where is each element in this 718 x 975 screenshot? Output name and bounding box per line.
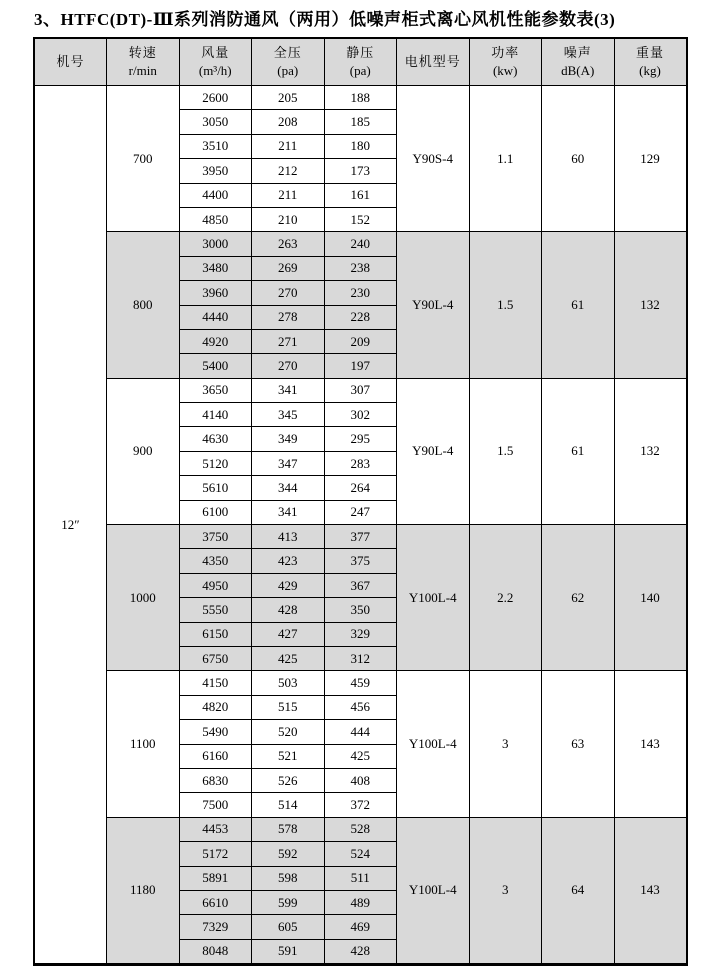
static-pressure-cell: 264: [324, 476, 397, 500]
airflow-cell: 3480: [179, 256, 252, 280]
speed-cell: 800: [107, 232, 180, 378]
static-pressure-cell: 329: [324, 622, 397, 646]
noise-cell: 63: [542, 671, 615, 817]
static-pressure-cell: 377: [324, 525, 397, 549]
speed-cell: 1100: [107, 671, 180, 817]
static-pressure-cell: 372: [324, 793, 397, 817]
total-pressure-cell: 205: [252, 86, 325, 110]
total-pressure-cell: 270: [252, 354, 325, 378]
static-pressure-cell: 240: [324, 232, 397, 256]
header-label: 机号: [56, 54, 85, 70]
static-pressure-cell: 228: [324, 305, 397, 329]
col-header-weight: [614, 38, 687, 86]
static-pressure-cell: 161: [324, 183, 397, 207]
col-header-motor-model: [397, 38, 470, 86]
total-pressure-cell: 211: [252, 134, 325, 158]
static-pressure-cell: 307: [324, 378, 397, 402]
static-pressure-cell: 295: [324, 427, 397, 451]
power-cell: 1.5: [469, 378, 542, 524]
header-unit: (pa): [277, 63, 299, 78]
airflow-cell: 4630: [179, 427, 252, 451]
static-pressure-cell: 511: [324, 866, 397, 890]
total-pressure-cell: 521: [252, 744, 325, 768]
header-label: 静压: [346, 45, 375, 61]
total-pressure-cell: 427: [252, 622, 325, 646]
header-label: 噪声: [563, 45, 592, 61]
total-pressure-cell: 271: [252, 329, 325, 353]
total-pressure-cell: 341: [252, 378, 325, 402]
airflow-cell: 6750: [179, 646, 252, 670]
speed-cell: 700: [107, 86, 180, 232]
col-header-model: [34, 38, 107, 86]
airflow-cell: 5610: [179, 476, 252, 500]
airflow-cell: 5891: [179, 866, 252, 890]
table-row: [34, 817, 687, 841]
total-pressure-cell: 526: [252, 768, 325, 792]
total-pressure-cell: 514: [252, 793, 325, 817]
static-pressure-cell: 209: [324, 329, 397, 353]
total-pressure-cell: 520: [252, 720, 325, 744]
speed-cell: 900: [107, 378, 180, 524]
airflow-cell: 5490: [179, 720, 252, 744]
total-pressure-cell: 344: [252, 476, 325, 500]
power-cell: 3: [469, 671, 542, 817]
airflow-cell: 4140: [179, 403, 252, 427]
airflow-cell: 4400: [179, 183, 252, 207]
total-pressure-cell: 592: [252, 842, 325, 866]
total-pressure-cell: 591: [252, 939, 325, 964]
motor-model-cell: Y100L-4: [397, 525, 470, 671]
power-cell: 1.5: [469, 232, 542, 378]
static-pressure-cell: 456: [324, 695, 397, 719]
static-pressure-cell: 350: [324, 598, 397, 622]
header-unit: r/min: [128, 63, 157, 78]
total-pressure-cell: 278: [252, 305, 325, 329]
noise-cell: 64: [542, 817, 615, 964]
airflow-cell: 4920: [179, 329, 252, 353]
noise-cell: 60: [542, 86, 615, 232]
speed-cell: 1000: [107, 525, 180, 671]
static-pressure-cell: 459: [324, 671, 397, 695]
col-header-airflow: [179, 38, 252, 86]
motor-model-cell: Y100L-4: [397, 817, 470, 964]
col-header-noise: [542, 38, 615, 86]
static-pressure-cell: 528: [324, 817, 397, 841]
col-header-power: [469, 38, 542, 86]
airflow-cell: 8048: [179, 939, 252, 964]
total-pressure-cell: 428: [252, 598, 325, 622]
table-row: [34, 671, 687, 695]
table-header: [34, 38, 687, 86]
static-pressure-cell: 444: [324, 720, 397, 744]
total-pressure-cell: 345: [252, 403, 325, 427]
fan-performance-table: [33, 37, 688, 966]
static-pressure-cell: 408: [324, 768, 397, 792]
header-label: 转速: [128, 45, 157, 61]
static-pressure-cell: 197: [324, 354, 397, 378]
static-pressure-cell: 238: [324, 256, 397, 280]
noise-cell: 62: [542, 525, 615, 671]
airflow-cell: 3000: [179, 232, 252, 256]
total-pressure-cell: 413: [252, 525, 325, 549]
header-unit: (pa): [349, 63, 371, 78]
total-pressure-cell: 423: [252, 549, 325, 573]
total-pressure-cell: 210: [252, 207, 325, 231]
airflow-cell: 4850: [179, 207, 252, 231]
header-row: [34, 38, 687, 86]
airflow-cell: 7329: [179, 915, 252, 939]
airflow-cell: 4440: [179, 305, 252, 329]
header-label: 全压: [273, 45, 302, 61]
airflow-cell: 3650: [179, 378, 252, 402]
total-pressure-cell: 515: [252, 695, 325, 719]
total-pressure-cell: 425: [252, 646, 325, 670]
motor-model-cell: Y90L-4: [397, 378, 470, 524]
static-pressure-cell: 367: [324, 573, 397, 597]
static-pressure-cell: 524: [324, 842, 397, 866]
table-row: [34, 232, 687, 256]
power-cell: 1.1: [469, 86, 542, 232]
total-pressure-cell: 208: [252, 110, 325, 134]
static-pressure-cell: 283: [324, 451, 397, 475]
noise-cell: 61: [542, 232, 615, 378]
total-pressure-cell: 605: [252, 915, 325, 939]
airflow-cell: 7500: [179, 793, 252, 817]
airflow-cell: 4350: [179, 549, 252, 573]
static-pressure-cell: 375: [324, 549, 397, 573]
airflow-cell: 4950: [179, 573, 252, 597]
static-pressure-cell: 428: [324, 939, 397, 964]
weight-cell: 132: [614, 378, 687, 524]
weight-cell: 132: [614, 232, 687, 378]
header-unit: dB(A): [561, 63, 595, 78]
airflow-cell: 4150: [179, 671, 252, 695]
table-row: [34, 525, 687, 549]
total-pressure-cell: 599: [252, 890, 325, 914]
airflow-cell: 4453: [179, 817, 252, 841]
airflow-cell: 5120: [179, 451, 252, 475]
airflow-cell: 5400: [179, 354, 252, 378]
total-pressure-cell: 269: [252, 256, 325, 280]
total-pressure-cell: 598: [252, 866, 325, 890]
airflow-cell: 6150: [179, 622, 252, 646]
header-unit: (kw): [492, 63, 518, 78]
col-header-static-pressure: [324, 38, 397, 86]
weight-cell: 143: [614, 671, 687, 817]
weight-cell: 140: [614, 525, 687, 671]
col-header-speed: [107, 38, 180, 86]
table-row: [34, 86, 687, 110]
total-pressure-cell: 347: [252, 451, 325, 475]
total-pressure-cell: 429: [252, 573, 325, 597]
static-pressure-cell: 152: [324, 207, 397, 231]
static-pressure-cell: 302: [324, 403, 397, 427]
static-pressure-cell: 247: [324, 500, 397, 524]
speed-cell: 1180: [107, 817, 180, 964]
airflow-cell: 4820: [179, 695, 252, 719]
weight-cell: 129: [614, 86, 687, 232]
airflow-cell: 6100: [179, 500, 252, 524]
motor-model-cell: Y100L-4: [397, 671, 470, 817]
static-pressure-cell: 312: [324, 646, 397, 670]
total-pressure-cell: 341: [252, 500, 325, 524]
total-pressure-cell: 212: [252, 159, 325, 183]
static-pressure-cell: 489: [324, 890, 397, 914]
model-cell: 12″: [34, 86, 107, 965]
motor-model-cell: Y90L-4: [397, 232, 470, 378]
airflow-cell: 3510: [179, 134, 252, 158]
total-pressure-cell: 270: [252, 281, 325, 305]
static-pressure-cell: 425: [324, 744, 397, 768]
airflow-cell: 3050: [179, 110, 252, 134]
header-unit: (m³/h): [198, 63, 232, 78]
airflow-cell: 2600: [179, 86, 252, 110]
total-pressure-cell: 211: [252, 183, 325, 207]
table-body: [34, 86, 687, 965]
static-pressure-cell: 173: [324, 159, 397, 183]
header-unit: (kg): [639, 63, 661, 78]
total-pressure-cell: 503: [252, 671, 325, 695]
header-label: 电机型号: [404, 54, 461, 70]
static-pressure-cell: 180: [324, 134, 397, 158]
airflow-cell: 3950: [179, 159, 252, 183]
airflow-cell: 6830: [179, 768, 252, 792]
static-pressure-cell: 188: [324, 86, 397, 110]
power-cell: 3: [469, 817, 542, 964]
power-cell: 2.2: [469, 525, 542, 671]
noise-cell: 61: [542, 378, 615, 524]
motor-model-cell: Y90S-4: [397, 86, 470, 232]
header-label: 功率: [491, 45, 520, 61]
total-pressure-cell: 263: [252, 232, 325, 256]
weight-cell: 143: [614, 817, 687, 964]
static-pressure-cell: 469: [324, 915, 397, 939]
total-pressure-cell: 578: [252, 817, 325, 841]
airflow-cell: 3960: [179, 281, 252, 305]
col-header-total-pressure: [252, 38, 325, 86]
table-row: [34, 378, 687, 402]
header-label: 风量: [201, 45, 230, 61]
airflow-cell: 5172: [179, 842, 252, 866]
static-pressure-cell: 230: [324, 281, 397, 305]
static-pressure-cell: 185: [324, 110, 397, 134]
total-pressure-cell: 349: [252, 427, 325, 451]
airflow-cell: 6160: [179, 744, 252, 768]
page-title: 3、HTFC(DT)-Ⅲ系列消防通风（两用）低噪声柜式离心风机性能参数表(3): [34, 10, 616, 29]
header-label: 重量: [635, 45, 664, 61]
airflow-cell: 6610: [179, 890, 252, 914]
airflow-cell: 5550: [179, 598, 252, 622]
airflow-cell: 3750: [179, 525, 252, 549]
